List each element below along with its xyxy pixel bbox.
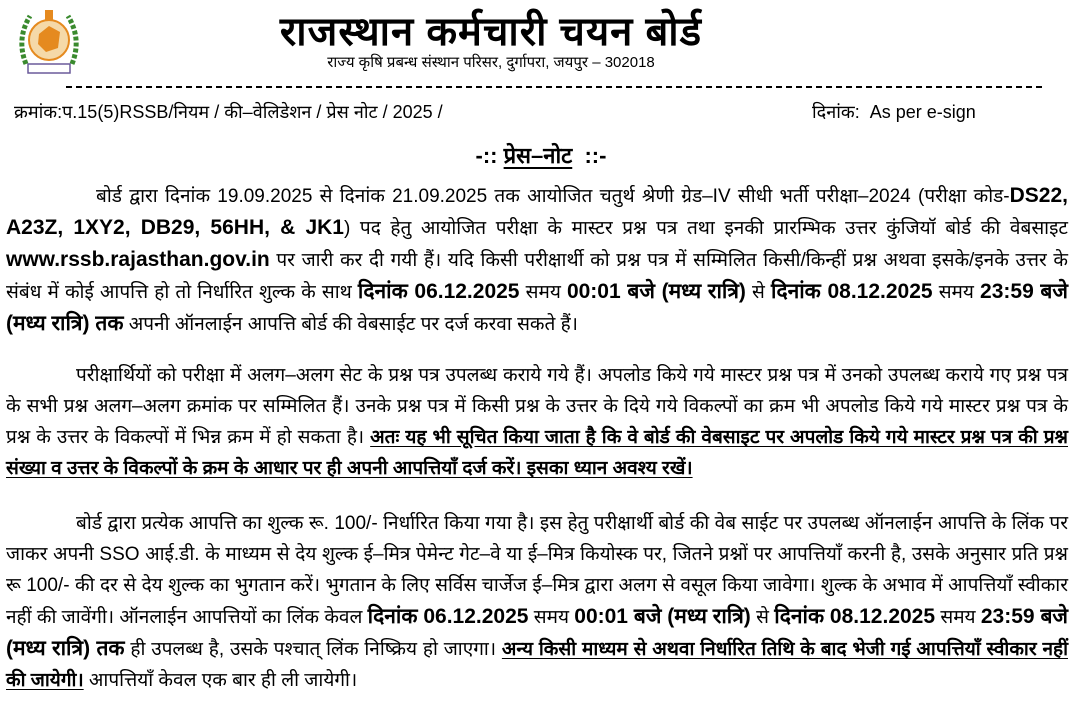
org-name: राजस्थान कर्मचारी चयन बोर्ड — [279, 10, 703, 54]
bold-text: 00:01 बजे (मध्य रात्रि) — [566, 280, 746, 303]
underlined-notice: अतः यह भी सूचित किया जाता है कि वे बोर्ड की वेबसाइट पर अपलोड किये गये मास्टर प्रश्न पत्र की प्रश्न संख्या व उत्तर के विकल्पों के क्रम के आधार पर ही अपनी आपत्तियाँ दर्ज करें। इसका ध्यान अवश्य रखें। — [6, 427, 1068, 479]
date-line — [812, 100, 976, 124]
org-title — [0, 2, 1082, 57]
bold-text: 23:59 बजे (मध्य रात्रि) तक — [6, 280, 1068, 335]
body-text: ही उपलब्ध है, उसके पश्चात् लिंक निष्क्रिय हो जाएगा। — [124, 639, 502, 660]
body-text: समय — [932, 282, 981, 303]
dashed-divider — [66, 86, 1042, 88]
body-text: से — [745, 282, 771, 303]
bold-text: DS22, A23Z, 1XY2, DB29, 56HH, & JK1 — [6, 184, 1068, 239]
heading-prefix: -:: — [475, 143, 498, 168]
body-text: समय — [519, 282, 567, 303]
body-text: ) पद हेतु आयोजित परीक्षा के मास्टर प्रश्न पत्र तथा इनकी प्रारम्भिक उत्तर कुंजियॉ बोर्ड की वेबसाइट — [343, 218, 1068, 239]
bold-text[interactable]: www.rssb.rajasthan.gov.in — [6, 248, 270, 271]
body-text: परीक्षार्थियों को परीक्षा में अलग–अलग सेट के प्रश्न पत्र उपलब्ध कराये गये हैं। अपलोड किये गये मास्टर प्रश्न पत्र में उनको उपलब्ध कराये गए प्रश्न पत्र के सभी प्रश्न अलग–अलग क्रमांक पर सम्मिलित हैं। उनके प्रश्न पत्र में किसी प्रश्न के उत्तर के दिये गये विकल्पों का क्रम भी अपलोड किये गये मास्टर प्रश्न पत्र के प्रश्न के उत्तर के विकल्पों में भिन्न क्रम में हो सकता है। — [6, 365, 1068, 448]
org-address — [0, 52, 1082, 72]
bold-text: दिनांक 06.12.2025 — [357, 280, 520, 303]
body-text: अपनी ऑनलाईन आपत्ति बोर्ड की वेबसाईट पर दर्ज करवा सकते हैं। — [123, 314, 578, 335]
body-text: से — [750, 607, 775, 628]
heading-suffix: ::- — [584, 143, 607, 168]
body-text: पर जारी कर दी गयी हैं। यदि किसी परीक्षार्थी को प्रश्न पत्र में सम्मिलित किसी/किन्हीं प्रश्न अथवा इसके/इनके उत्तर के संबंध में कोई आपत्ति हो तो निर्धारित शुल्क के साथ — [6, 250, 1068, 303]
date-label: दिनांक: — [812, 102, 860, 122]
paragraph-1 — [6, 180, 1068, 340]
bold-text: 23:59 बजे (मध्य रात्रि) तक — [6, 605, 1069, 660]
bold-text: दिनांक 06.12.2025 — [367, 605, 529, 628]
body-text: आपत्तियाँ केवल एक बार ही ली जायेगी। — [83, 670, 358, 691]
body-text: समय — [935, 607, 981, 628]
heading-title: प्रेस–नोट — [503, 143, 573, 168]
paragraph-2 — [6, 360, 1068, 484]
bold-text: दिनांक 08.12.2025 — [771, 280, 933, 303]
body-text: बोर्ड द्वारा दिनांक 19.09.2025 से दिनांक 21.09.2025 तक आयोजित चतुर्थ श्रेणी ग्रेड–IV सीधी भर्ती परीक्षा–2024 (परीक्षा कोड- — [96, 186, 1010, 207]
press-note-heading — [0, 140, 1082, 170]
date-value: As per e-sign — [869, 102, 976, 122]
bold-text: दिनांक 08.12.2025 — [774, 605, 936, 628]
body-text: समय — [528, 607, 575, 628]
underlined-notice: अन्य किसी माध्यम से अथवा निर्धारित तिथि के बाद भेजी गई आपत्तियाँ स्वीकार नहीं की जायेगी। — [6, 639, 1068, 691]
reference-number: क्रमांक:प.15(5)RSSB/नियम / की–वेलिडेशन / प्रेस नोट / 2025 / — [14, 102, 443, 122]
address-text: राज्य कृषि प्रबन्ध संस्थान परिसर, दुर्गापरा, जयपुर – 302018 — [327, 54, 655, 71]
body-text: बोर्ड द्वारा प्रत्येक आपत्ति का शुल्क रू. 100/- निर्धारित किया गया है। इस हेतु परीक्षार्थी बोर्ड की वेब साईट पर उपलब्ध ऑनलाईन आपत्ति के लिंक पर जाकर अपनी SSO आई.डी. के माध्यम से देय शुल्क ई–मित्र पेमेन्ट गेट–वे या ई–मित्र कियोस्क पर, जितने प्रश्नों पर आपत्तियाँ करनी है, उसके अनुसार प्रति प्रश्न रू 100/- की दर से देय शुल्क का भुगतान करें। भुगतान के लिए सर्विस चार्जेज ई–मित्र द्वारा अलग से वसूल किया जावेगा। शुल्क के अभाव में आपत्तियाँ स्वीकार नहीं की जावेंगी। ऑनलाईन आपत्तियों का लिंक केवल — [6, 513, 1068, 628]
paragraph-3 — [6, 508, 1068, 696]
bold-text: 00:01 बजे (मध्य रात्रि) — [574, 605, 751, 628]
